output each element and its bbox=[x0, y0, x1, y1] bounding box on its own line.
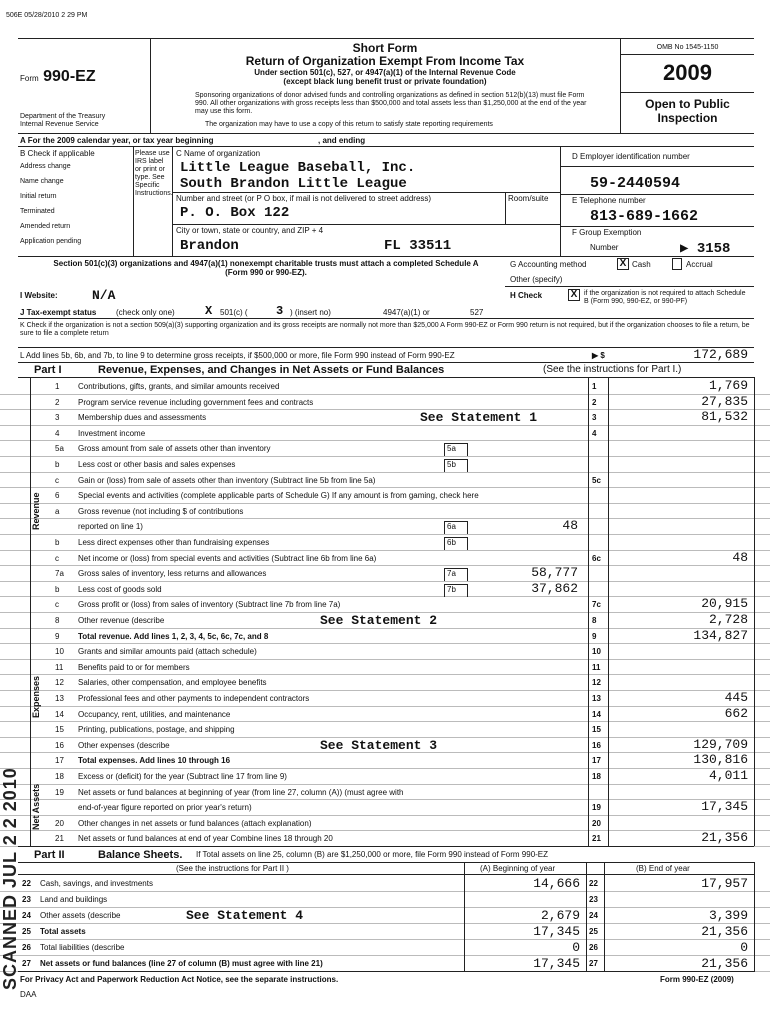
form-title: Short Form bbox=[352, 41, 418, 55]
line-row bbox=[0, 550, 770, 567]
line-amount: 48 bbox=[732, 549, 748, 565]
balance-box-number: 26 bbox=[589, 943, 598, 952]
line-row bbox=[0, 596, 770, 613]
j-501-number: 3 bbox=[276, 304, 284, 318]
balance-box-number: 27 bbox=[589, 959, 598, 968]
amended-return[interactable] bbox=[20, 223, 81, 238]
balance-line-number: 24 bbox=[22, 911, 31, 920]
j-4947: 4947(a)(1) or bbox=[383, 308, 430, 317]
line-box: 15 bbox=[592, 725, 601, 735]
line-amount: 134,827 bbox=[693, 627, 748, 643]
omb-number: OMB No 1545-1150 bbox=[656, 44, 719, 51]
line-row bbox=[0, 659, 770, 676]
line-number: 18 bbox=[55, 772, 64, 781]
line-box: 3 bbox=[592, 413, 597, 423]
name-change[interactable] bbox=[20, 178, 81, 193]
website-value: N/A bbox=[92, 288, 116, 303]
line-number: 9 bbox=[55, 631, 60, 641]
line-number: 6 bbox=[55, 491, 60, 501]
line-number: 2 bbox=[55, 397, 60, 407]
line-number: 4 bbox=[55, 428, 60, 438]
line-box: 16 bbox=[592, 740, 601, 750]
line-row bbox=[0, 815, 770, 832]
org-street: P. O. Box 122 bbox=[180, 205, 290, 221]
sub-box-label: 7b bbox=[444, 584, 468, 597]
line-row bbox=[0, 628, 770, 645]
line-l-sym-text: $ bbox=[600, 351, 605, 360]
j-527: 527 bbox=[470, 308, 484, 317]
line-number: 11 bbox=[55, 662, 64, 672]
line-text: Total expenses. Add lines 10 through 16 bbox=[78, 756, 231, 766]
org-name-1: Little League Baseball, Inc. bbox=[180, 160, 416, 176]
line-amount: 27,835 bbox=[701, 393, 748, 409]
line-text: Net income or (loss) from special events and activities (Subtract line 6b from line 6a) bbox=[78, 553, 377, 563]
line-text: Investment income bbox=[78, 428, 146, 438]
line-number: c bbox=[55, 553, 59, 563]
j-501-label: 501(c) ( bbox=[220, 308, 248, 317]
address-change-label: Address change bbox=[20, 163, 71, 170]
name-change-label: Name change bbox=[20, 178, 64, 185]
line-k: K Check if the organization is not a section 509(a)(3) supporting organization and its gross receipts are normally not more than $25,000 A Form 990-EZ or Form 990 return is not required, but if the organization chooses to file a return, be sure to file a complete return bbox=[20, 322, 750, 337]
line-text: Contributions, gifts, grants, and similar amounts received bbox=[78, 382, 280, 391]
line-row bbox=[0, 456, 770, 473]
line-number: 15 bbox=[55, 725, 64, 735]
phone-label: E Telephone number bbox=[572, 196, 646, 205]
line-amount: 4,011 bbox=[708, 768, 748, 783]
line-text: Other expenses (describe bbox=[78, 740, 170, 750]
line-amount: 17,345 bbox=[701, 799, 748, 815]
line-text: Gross profit or (loss) from sales of inventory (Subtract line 7b from line 7a) bbox=[78, 600, 341, 610]
line-number: 1 bbox=[55, 382, 60, 391]
gross-receipts: 172,689 bbox=[693, 347, 748, 362]
sub-amount: 37,862 bbox=[531, 580, 578, 596]
line-number: b bbox=[55, 460, 60, 469]
line-row bbox=[0, 690, 770, 707]
balance-line-number: 22 bbox=[22, 879, 31, 888]
line-number: 8 bbox=[55, 616, 60, 625]
line-box: 6c bbox=[592, 553, 601, 563]
line-number: b bbox=[55, 538, 60, 547]
balance-end: 3,399 bbox=[708, 908, 748, 923]
line-h-label: H Check bbox=[510, 291, 543, 300]
side-expenses: Expenses bbox=[31, 675, 41, 718]
schedule-b-checkbox[interactable]: X bbox=[568, 289, 580, 301]
org-city: Brandon bbox=[180, 238, 239, 254]
line-amount: 130,816 bbox=[693, 752, 748, 768]
tax-exempt-label: J Tax-exempt status bbox=[20, 308, 97, 317]
balance-line-text: Cash, savings, and investments bbox=[40, 879, 153, 888]
part2-col-a: (A) Beginning of year bbox=[480, 864, 556, 873]
line-box: 12 bbox=[592, 678, 601, 688]
line-text: end-of-year figure reported on prior year's return) bbox=[78, 803, 252, 813]
line-row bbox=[0, 706, 770, 723]
balance-end: 21,356 bbox=[701, 924, 748, 939]
scan-header: 506E 05/28/2010 2 29 PM bbox=[6, 12, 88, 19]
line-number: b bbox=[55, 584, 60, 594]
balance-line-text: Total liabilities (describe bbox=[40, 943, 125, 952]
irs-name: Internal Revenue Service bbox=[20, 121, 99, 128]
statement-note: See Statement 2 bbox=[320, 613, 438, 628]
line-text: Program service revenue including government fees and contracts bbox=[78, 397, 314, 407]
balance-line-number: 27 bbox=[22, 959, 31, 968]
city-label: City or town, state or country, and ZIP + 4 bbox=[176, 226, 324, 235]
address-change[interactable] bbox=[20, 163, 81, 178]
line-row bbox=[0, 518, 770, 535]
part1-title: Part I bbox=[34, 364, 62, 376]
line-box: 11 bbox=[592, 662, 601, 672]
line-row bbox=[0, 503, 770, 520]
line-text: Less direct expenses other than fundraising expenses bbox=[78, 538, 270, 547]
line-text: Special events and activities (complete applicable parts of Schedule G) If any amount is from gaming, check here bbox=[78, 491, 479, 501]
part2-desc: If Total assets on line 25, column (B) are $1,250,000 or more, file Form 990 instead of Form 990-EZ bbox=[196, 850, 549, 859]
daa: DAA bbox=[20, 990, 37, 999]
accounting-label: G Accounting method bbox=[510, 260, 587, 269]
part1-lines bbox=[0, 378, 770, 846]
application-pending-label: Application pending bbox=[20, 238, 82, 245]
ein-label: D Employer identification number bbox=[572, 152, 690, 161]
line-box: 14 bbox=[592, 709, 601, 719]
line-a-end: , and ending bbox=[318, 136, 366, 145]
inspection-text: Inspection bbox=[657, 111, 718, 125]
cash-label: Cash bbox=[632, 260, 651, 269]
sub-box-label: 5b bbox=[444, 459, 468, 472]
statement-note: See Statement 1 bbox=[420, 410, 538, 426]
line-text: Net assets or fund balances at beginning of year (from line 27, column (A)) (must agree with bbox=[78, 787, 404, 797]
applicable-list bbox=[20, 163, 81, 253]
line-text: Gross revenue (not including $ of contributions bbox=[78, 506, 244, 516]
side-net-assets: Net Assets bbox=[31, 783, 41, 830]
form-id bbox=[20, 68, 96, 86]
part2-title: Part II bbox=[34, 849, 65, 861]
sub-box-label: 6b bbox=[444, 537, 468, 550]
balance-box-number: 24 bbox=[589, 911, 598, 920]
group-number: 3158 bbox=[696, 241, 731, 257]
dept bbox=[20, 113, 145, 129]
part2-heading: Balance Sheets. bbox=[98, 849, 183, 861]
website-label: I Website: bbox=[20, 291, 58, 300]
group-number-value: ▶ 3158 bbox=[680, 241, 731, 257]
line-box: 9 bbox=[592, 631, 597, 641]
line-text: Net assets or fund balances at end of year Combine lines 18 through 20 bbox=[78, 834, 333, 844]
line-number: c bbox=[55, 600, 59, 610]
group-label: F Group Exemption bbox=[572, 228, 642, 237]
sub-box-label: 7a bbox=[444, 568, 468, 581]
privacy-notice: For Privacy Act and Paperwork Reduction Act Notice, see the separate instructions. bbox=[20, 975, 339, 984]
line-h-desc: if the organization is not required to attach Schedule B (Form 990, 990-EZ, or 990-PF) bbox=[584, 290, 746, 305]
sub-amount: 58,777 bbox=[531, 565, 578, 581]
line-text: Salaries, other compensation, and employee benefits bbox=[78, 678, 267, 688]
line-text: Printing, publications, postage, and shipping bbox=[78, 725, 235, 735]
phone-value: 813-689-1662 bbox=[590, 208, 699, 225]
footer-form: Form 990-EZ (2009) bbox=[660, 975, 734, 984]
notice-2: The organization may have to use a copy of this return to satisfy state reporting requirements bbox=[205, 121, 493, 128]
line-box: 7c bbox=[592, 600, 601, 610]
line-text: Gross sales of inventory, less returns and allowances bbox=[78, 569, 267, 579]
part1-heading: Revenue, Expenses, and Changes in Net Assets or Fund Balances bbox=[98, 364, 445, 376]
balance-row bbox=[0, 939, 770, 956]
line-text: Professional fees and other payments to independent contractors bbox=[78, 694, 310, 703]
other-specify: Other (specify) bbox=[510, 275, 563, 284]
balance-end: 0 bbox=[740, 940, 748, 955]
part1-see: (See the instructions for Part I.) bbox=[543, 364, 682, 375]
line-amount: 1,769 bbox=[708, 378, 748, 393]
line-row bbox=[0, 799, 770, 816]
balance-line-number: 23 bbox=[22, 895, 31, 904]
please-note: Please use IRS label or print or type. See Specific Instructions. bbox=[135, 150, 173, 197]
sub-amount: 48 bbox=[562, 518, 578, 534]
line-text: Total revenue. Add lines 1, 2, 3, 4, 5c, 6c, 7c, and 8 bbox=[78, 631, 269, 641]
line-number: 10 bbox=[55, 647, 64, 657]
line-row bbox=[0, 472, 770, 489]
form-subtitle: Return of Organization Exempt From Income Tax bbox=[245, 54, 525, 68]
line-amount: 129,709 bbox=[693, 736, 748, 752]
line-amount: 2,728 bbox=[708, 612, 748, 627]
balance-end: 17,957 bbox=[701, 876, 748, 891]
line-text: Gain or (loss) from sale of assets other than inventory (Subtract line 5b from line 5a) bbox=[78, 475, 376, 485]
statement-note: See Statement 3 bbox=[320, 737, 438, 753]
terminated[interactable] bbox=[20, 208, 81, 223]
balance-begin: 14,666 bbox=[533, 876, 580, 891]
line-number: a bbox=[55, 506, 60, 516]
line-text: Occupancy, rent, utilities, and maintenance bbox=[78, 709, 231, 719]
j-501-mark[interactable]: X bbox=[205, 304, 213, 318]
group-number-label: Number bbox=[590, 243, 619, 252]
line-box: 21 bbox=[592, 834, 601, 844]
line-amount: 20,915 bbox=[701, 596, 748, 612]
line-number: 12 bbox=[55, 678, 64, 688]
line-row bbox=[0, 674, 770, 691]
line-amount: 662 bbox=[724, 705, 748, 721]
dept-name: Department of the Treasury bbox=[20, 113, 106, 120]
line-row bbox=[0, 581, 770, 598]
line-row bbox=[0, 784, 770, 801]
line-row bbox=[0, 643, 770, 660]
line-amount: 21,356 bbox=[701, 830, 748, 846]
statement-note: See Statement 4 bbox=[186, 908, 304, 923]
line-box: 1 bbox=[592, 382, 597, 391]
balance-begin: 17,345 bbox=[533, 956, 580, 971]
line-row bbox=[0, 612, 770, 629]
sub-box-label: 6a bbox=[444, 521, 468, 534]
line-row bbox=[0, 565, 770, 582]
line-row bbox=[0, 737, 770, 754]
line-number: 13 bbox=[55, 694, 64, 703]
line-row bbox=[0, 768, 770, 785]
line-row bbox=[0, 830, 770, 847]
line-text: Less cost or other basis and sales expenses bbox=[78, 460, 236, 469]
side-revenue: Revenue bbox=[31, 492, 41, 530]
balance-line-text: Total assets bbox=[40, 927, 86, 936]
balance-begin: 2,679 bbox=[540, 908, 580, 923]
balance-line-text: Other assets (describe bbox=[40, 911, 121, 920]
j-insert: ) (insert no) bbox=[290, 308, 331, 317]
check-if-applicable: B Check if applicable bbox=[20, 149, 95, 158]
line-number: 20 bbox=[55, 818, 64, 828]
line-row bbox=[0, 752, 770, 769]
line-box: 18 bbox=[592, 772, 601, 781]
line-box: 20 bbox=[592, 818, 601, 828]
line-row bbox=[0, 721, 770, 738]
line-number: 5a bbox=[55, 444, 64, 454]
org-name-label: C Name of organization bbox=[176, 149, 261, 158]
line-row bbox=[0, 487, 770, 504]
org-name-2: South Brandon Little League bbox=[180, 176, 407, 192]
line-l-sym: ▶ $ bbox=[592, 351, 605, 360]
accrual-label: Accrual bbox=[686, 260, 713, 269]
line-row bbox=[0, 425, 770, 442]
line-box: 10 bbox=[592, 647, 601, 657]
amended-return-label: Amended return bbox=[20, 223, 71, 230]
form-title-block bbox=[155, 42, 615, 86]
line-text: Grants and similar amounts paid (attach schedule) bbox=[78, 647, 257, 657]
form-prefix: Form bbox=[20, 74, 39, 83]
line-text: Less cost of goods sold bbox=[78, 584, 162, 594]
room-label: Room/suite bbox=[508, 194, 549, 203]
under-section: Under section 501(c), 527, or 4947(a)(1) of the Internal Revenue Code bbox=[254, 68, 516, 77]
except-line: (except black lung benefit trust or private foundation) bbox=[283, 77, 487, 86]
application-pending[interactable] bbox=[20, 238, 81, 253]
ein-value: 59-2440594 bbox=[590, 175, 681, 192]
form-number: 990-EZ bbox=[43, 68, 96, 85]
line-row bbox=[0, 440, 770, 457]
line-text: reported on line 1) bbox=[78, 522, 143, 532]
line-row bbox=[0, 394, 770, 411]
balance-row bbox=[0, 923, 770, 940]
balance-line-text: Net assets or fund balances (line 27 of column (B) must agree with line 21) bbox=[40, 959, 323, 968]
line-box: 17 bbox=[592, 756, 601, 766]
balance-line-text: Land and buildings bbox=[40, 895, 108, 904]
line-number: 19 bbox=[55, 787, 64, 797]
line-number: 16 bbox=[55, 740, 64, 750]
initial-return-label: Initial return bbox=[20, 193, 57, 200]
line-box: 5c bbox=[592, 475, 601, 485]
line-number: 3 bbox=[55, 413, 60, 423]
line-a: A For the 2009 calendar year, or tax year beginning bbox=[20, 136, 214, 145]
line-number: c bbox=[55, 475, 59, 485]
balance-row bbox=[0, 907, 770, 924]
line-text: Gross amount from sale of assets other than inventory bbox=[78, 444, 271, 454]
open-public-text: Open to Public bbox=[645, 97, 730, 111]
terminated-label: Terminated bbox=[20, 208, 55, 215]
balance-box-number: 23 bbox=[589, 895, 598, 904]
tax-exempt-note: (check only one) bbox=[116, 308, 175, 317]
line-number: 7a bbox=[55, 569, 64, 579]
balance-begin: 0 bbox=[572, 940, 580, 955]
line-box: 19 bbox=[592, 803, 601, 813]
part2-see: (See the instructions for Part II ) bbox=[176, 864, 289, 873]
scanned-stamp: SCANNED JUL 2 2 2010 bbox=[0, 767, 20, 990]
balance-box-number: 25 bbox=[589, 927, 598, 936]
line-number: 21 bbox=[55, 834, 64, 844]
line-box: 4 bbox=[592, 428, 597, 438]
street-label: Number and street (or P O box, if mail is not delivered to street address) bbox=[176, 194, 432, 203]
open-public bbox=[625, 97, 750, 125]
line-row bbox=[0, 534, 770, 551]
cash-checkbox[interactable]: X bbox=[617, 258, 629, 270]
org-state-zip: FL 33511 bbox=[384, 238, 452, 254]
line-l: L Add lines 5b, 6b, and 7b, to line 9 to determine gross receipts, if $500,000 or more, file Form 990 instead of Form 990-EZ bbox=[20, 351, 455, 360]
line-text: Excess or (deficit) for the year (Subtract line 17 from line 9) bbox=[78, 772, 287, 781]
line-text: Benefits paid to or for members bbox=[78, 662, 190, 672]
line-row bbox=[0, 409, 770, 426]
line-text: Other changes in net assets or fund balances (attach explanation) bbox=[78, 818, 312, 828]
balance-row bbox=[0, 891, 770, 908]
initial-return[interactable] bbox=[20, 193, 81, 208]
balance-box-number: 22 bbox=[589, 879, 598, 888]
line-box: 13 bbox=[592, 694, 601, 703]
accrual-checkbox[interactable] bbox=[672, 258, 682, 270]
tax-year: 2009 bbox=[663, 60, 712, 85]
line-amount: 81,532 bbox=[701, 409, 748, 425]
line-box: 2 bbox=[592, 397, 597, 407]
notice-1: Sponsoring organizations of donor advised funds and controlling organizations as defined in section 512(b)(13) must file Form 990. All other organizations with gross receipts less than $500,000 and total assets less than $1,250,000 at the end of the year may use this form. bbox=[195, 92, 587, 115]
line-text: Membership dues and assessments bbox=[78, 413, 207, 423]
line-number: 17 bbox=[55, 756, 64, 766]
line-amount: 445 bbox=[724, 690, 748, 705]
line-number: 14 bbox=[55, 709, 64, 719]
balance-line-number: 25 bbox=[22, 927, 31, 936]
part2-col-b: (B) End of year bbox=[636, 864, 690, 873]
balance-end: 21,356 bbox=[701, 956, 748, 971]
balance-row bbox=[0, 875, 770, 892]
line-row bbox=[0, 378, 770, 395]
line-box: 8 bbox=[592, 616, 597, 625]
part2-rows bbox=[0, 875, 770, 971]
balance-line-number: 26 bbox=[22, 943, 31, 952]
balance-begin: 17,345 bbox=[533, 924, 580, 939]
balance-row bbox=[0, 955, 770, 972]
sub-box-label: 5a bbox=[444, 443, 468, 456]
section-501-note: Section 501(c)(3) organizations and 4947(a)(1) nonexempt charitable trusts must attach a completed Schedule A (Form 990 or 990-EZ). bbox=[53, 259, 479, 277]
line-text: Other revenue (describe bbox=[78, 616, 165, 625]
